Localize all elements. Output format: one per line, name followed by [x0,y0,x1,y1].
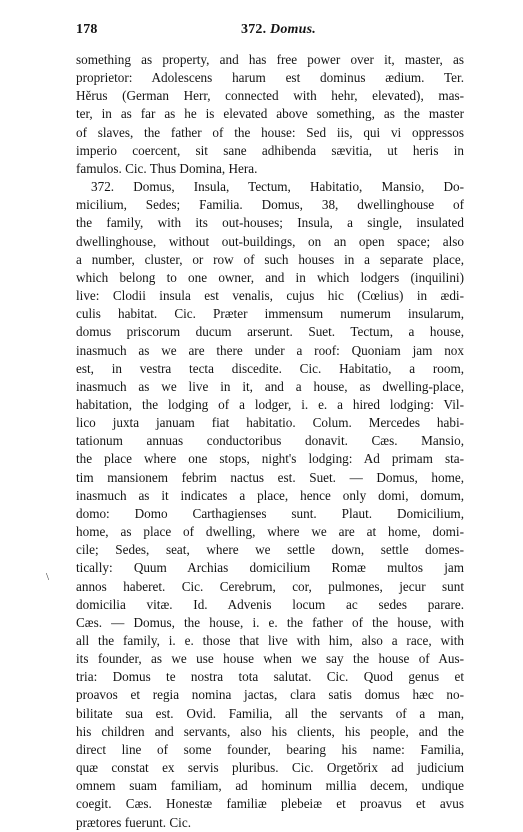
text-line: culis habitat. Cic. Præter immensum numerum insularum, [76,306,464,322]
text-line: annos haberet. Cic. Cerebrum, cor, pulmones, jecur sunt [76,578,464,594]
text-line: proavos et regia nomina jactas, clara satis domus hæc no- [76,687,464,703]
text-line: habitation, the lodging of a lodger, i. e. a hired lodging: Vil- [76,396,464,412]
text-line: tationum annuas conductoribus donavit. Cæs. Mansio, [76,433,464,449]
text-line: something as property, and has free power over it, master, as [76,52,464,67]
text-line: home, as place of dwelling, where we are at home, domi- [76,524,464,540]
text-line: quæ constat ex servis pluribus. Cic. Orgetŏrix ad judicium [76,760,464,776]
text-line: domicilia vitæ. Id. Advenis locum ac sedes parare. [76,596,464,612]
text-line: famulos. Cic. Thus Domina, Hera. [76,160,258,176]
text-line: proprietor: Adolescens harum est dominus ædium. Ter. [76,70,464,86]
page-header [76,22,460,40]
text-line: the family, with its out-houses; Insula, a single, insulated [76,215,464,231]
text-line: domus priscorum ducum arserunt. Suet. Tectum, a house, [76,324,464,340]
text-line: direct line of some founder, bearing his name: Familia, [76,741,464,757]
body-text [76,51,464,832]
text-line: domo: Domo Carthagienses sunt. Plaut. Domicilium, [76,505,464,521]
text-line: which belong to one owner, and in which lodgers (inquilini) [76,269,464,285]
text-line: live: Clodii insula est venalis, cujus hic (Cœlius) in ædi- [76,288,464,304]
text-line: inasmuch as it indicates a place, hence only domi, domum, [76,487,464,503]
text-line: dwellinghouse, without out-buildings, on an open space; also [76,233,464,249]
text-line: tically: Quum Archias domicilium Romæ multos jam [76,560,464,576]
text-line: bilitate sua est. Ovid. Familia, all the servants of a man, [76,705,464,721]
text-line: Cæs. — Domus, the house, i. e. the father of the house, with [76,614,464,630]
text-line: cile; Sedes, seat, where we settle down, settle domes- [76,542,464,558]
text-line: all the family, i. e. those that live with him, also a race, with [76,633,464,648]
text-line: tim mansionem febrim nactus est. Suet. — Domus, home, [76,469,464,485]
text-line: prætores fuerunt. Cic. [76,814,191,830]
text-line: inasmuch as we are there under a roof: Quoniam jam nox [76,342,464,358]
text-line: imperio coercent, sit sane adhibenda sævitia, ut heris in [76,142,464,158]
text-line: tria: Domus te nostra tota salutat. Cic. Quod genus et [76,669,464,685]
text-line: its founder, as we use house when we say the house of Aus- [76,651,464,667]
entry-number: 372. [241,22,267,37]
entry-word: Domus. [270,22,316,37]
text-line: inasmuch as we live in it, and a house, as dwelling-place, [76,378,464,394]
text-line: est, in vestra tecta discedite. Cic. Habitatio, a room, [76,360,464,376]
page-number: 178 [76,22,98,37]
text-line: lico juxta januam fiat habitatio. Colum. Mercedes habi- [76,415,464,431]
section-heading-line: 372. Domus, Insula, Tectum, Habitatio, Mansio, Do- [91,179,464,195]
text-line: a number, cluster, or row of such houses in a separate place, [76,251,464,267]
text-line: ter, in as far as he is elevated above something, as the master [76,106,464,122]
text-line: micilium, Sedes; Familia. Domus, 38, dwellinghouse of [76,197,464,213]
margin-mark: \ [46,571,50,583]
text-line: Hĕrus (German Herr, connected with hehr, elevated), mas- [76,88,464,104]
text-line: his children and servants, also his clients, his people, and the [76,723,464,739]
text-line: coegit. Cæs. Honestæ familiæ plebeiæ et proavus et avus [76,796,464,812]
text-line: the place where one stops, night's lodging: Ad primam sta- [76,451,464,467]
text-line: omnem suam familiam, ad hominum millia decem, undique [76,778,464,794]
text-line: of slaves, the father of the house: Sed iis, qui vi oppressos [76,124,464,140]
running-head [241,22,316,38]
